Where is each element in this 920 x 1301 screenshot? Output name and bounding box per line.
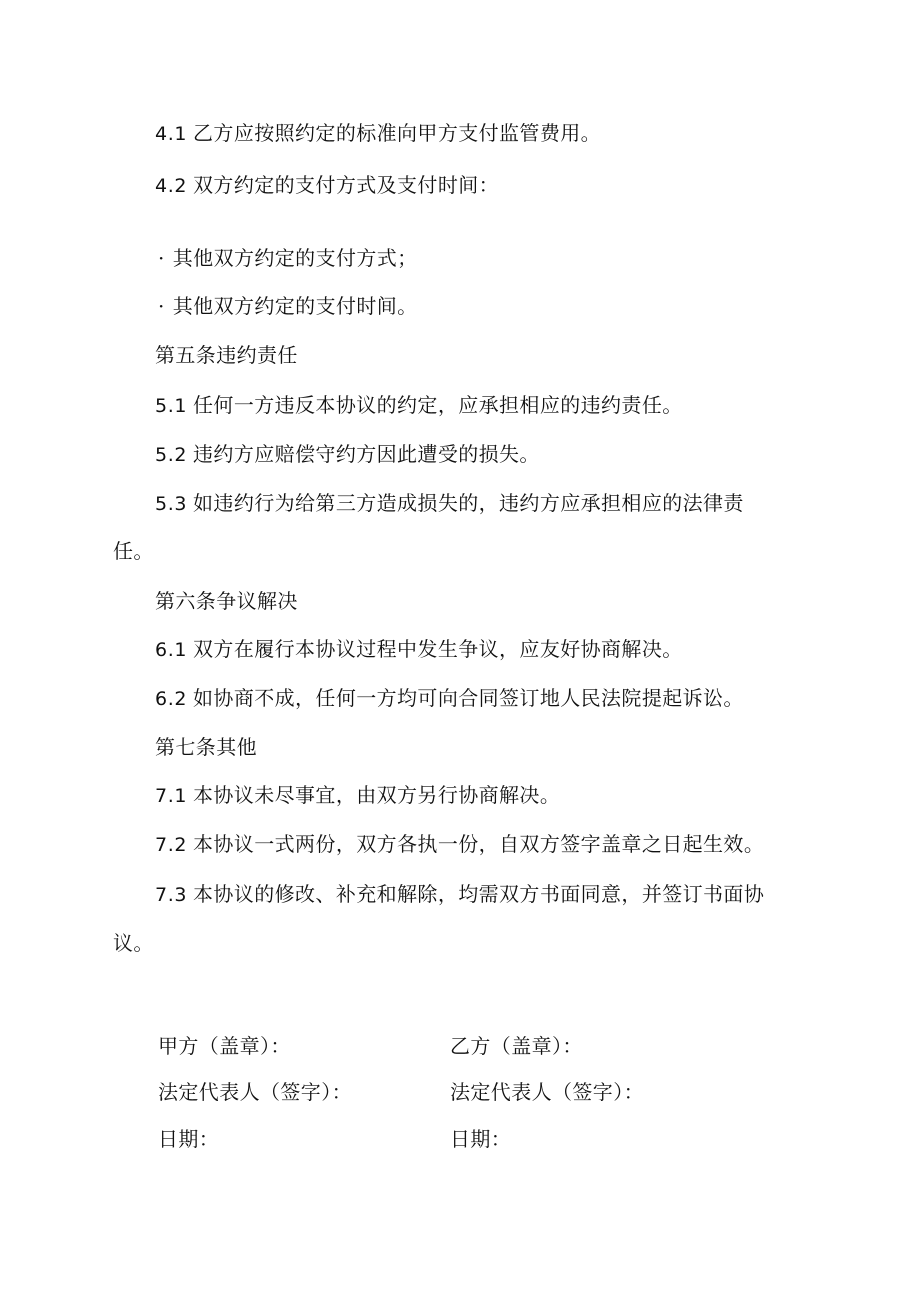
- clause-number: 6.2: [155, 688, 188, 710]
- clause-7-1: [155, 781, 560, 810]
- clause-6-1: [155, 635, 683, 664]
- clause-number: 5.1: [155, 395, 188, 417]
- clause-7-3-continuation: 议。: [113, 931, 154, 955]
- bullet-item-payment-method: [158, 244, 418, 272]
- clause-7-2: [155, 830, 764, 859]
- clause-text: 任何一方违反本协议的约定，应承担相应的违约责任。: [193, 393, 683, 417]
- clause-text: 双方在履行本协议过程中发生争议，应友好协商解决。: [193, 637, 683, 661]
- clause-text: 本协议一式两份，双方各执一份，自双方签字盖章之日起生效。: [193, 832, 765, 856]
- clause-5-3-continuation: 任。: [113, 539, 154, 563]
- clause-6-2: [155, 684, 744, 713]
- bullet-mark: ·: [158, 294, 165, 318]
- clause-5-1: [155, 391, 683, 420]
- clause-number: 6.1: [155, 639, 188, 661]
- clause-number: 7.3: [155, 884, 188, 906]
- clause-text: 如违约行为给第三方造成损失的，违约方应承担相应的法律责: [193, 491, 744, 515]
- clause-text: 如协商不成，任何一方均可向合同签订地人民法院提起诉讼。: [193, 686, 744, 710]
- clause-number: 7.2: [155, 834, 188, 856]
- clause-number: 5.2: [155, 444, 188, 466]
- party-b-date-label: 日期：: [450, 1127, 512, 1151]
- party-b-representative-label: 法定代表人（签字）：: [450, 1080, 644, 1104]
- clause-number: 4.2: [155, 175, 188, 197]
- clause-5-2: [155, 440, 540, 469]
- party-b-seal-label: 乙方（盖章）：: [450, 1034, 583, 1058]
- clause-4-2: [155, 171, 499, 200]
- bullet-text: 其他双方约定的支付时间。: [172, 294, 418, 318]
- clause-text: 本协议的修改、补充和解除，均需双方书面同意，并签订书面协: [193, 882, 765, 906]
- section-heading-7: 第七条其他: [155, 735, 257, 759]
- clause-text: 乙方应按照约定的标准向甲方支付监管费用。: [193, 121, 602, 145]
- clause-number: 4.1: [155, 123, 188, 145]
- clause-text: 违约方应赔偿守约方因此遭受的损失。: [193, 442, 540, 466]
- section-heading-6: 第六条争议解决: [155, 589, 298, 613]
- clause-4-1: [155, 119, 601, 148]
- bullet-item-payment-time: [158, 292, 418, 320]
- bullet-mark: ·: [158, 246, 165, 270]
- clause-text: 本协议未尽事宜，由双方另行协商解决。: [193, 783, 561, 807]
- party-a-seal-label: 甲方（盖章）：: [158, 1034, 291, 1058]
- clause-5-3: [155, 489, 744, 518]
- clause-number: 7.1: [155, 785, 188, 807]
- bullet-text: 其他双方约定的支付方式；: [172, 246, 418, 270]
- clause-text: 双方约定的支付方式及支付时间：: [193, 173, 500, 197]
- party-a-representative-label: 法定代表人（签字）：: [158, 1080, 352, 1104]
- clause-number: 5.3: [155, 493, 188, 515]
- party-a-date-label: 日期：: [158, 1127, 220, 1151]
- section-heading-5: 第五条违约责任: [155, 343, 298, 367]
- clause-7-3: [155, 880, 764, 909]
